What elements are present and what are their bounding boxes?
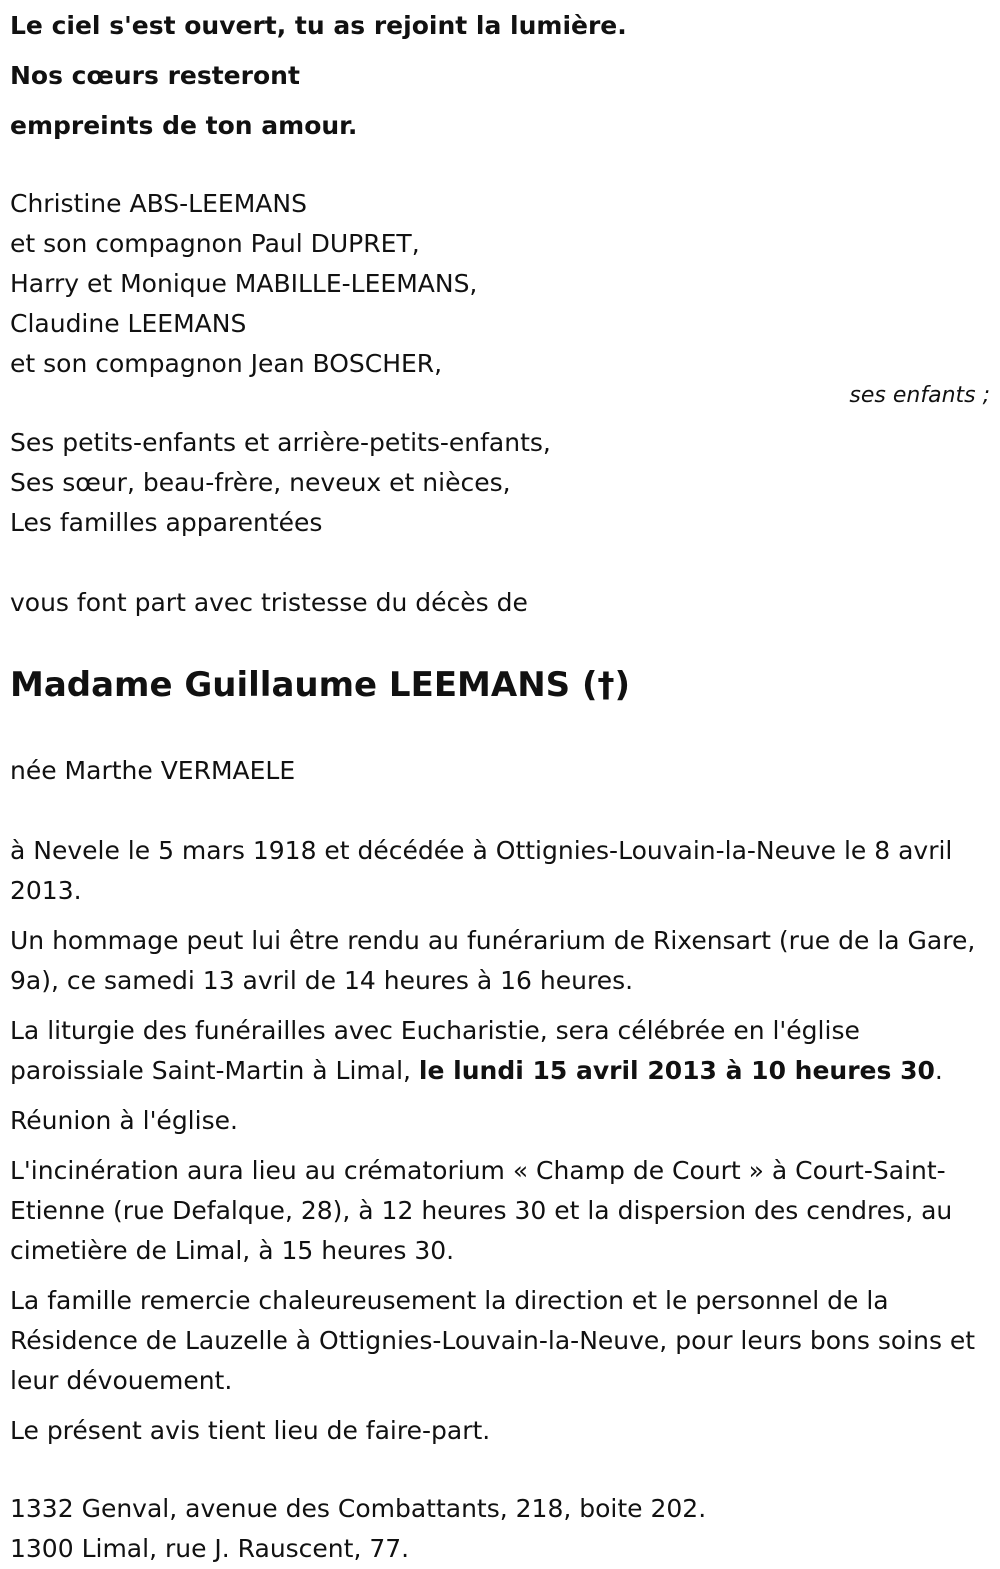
relatives-list <box>10 423 990 543</box>
relatives-line: Les familles apparentées <box>10 508 323 537</box>
birth-name: née Marthe VERMAELE <box>10 756 296 785</box>
verse-line-3: empreints de ton amour. <box>10 111 358 140</box>
address-line: 1300 Limal, rue J. Rauscent, 77. <box>10 1534 410 1563</box>
opening-verse <box>10 0 990 151</box>
child-line: Christine ABS-LEEMANS <box>10 189 307 218</box>
announcement-text: vous font part avec tristesse du décès de <box>10 588 528 617</box>
addresses <box>10 1489 990 1569</box>
liturgy-datetime: le lundi 15 avril 2013 à 10 heures 30 <box>418 1056 935 1085</box>
notice-paragraph: Le présent avis tient lieu de faire-part. <box>10 1416 491 1445</box>
thanks-paragraph: La famille remercie chaleureusement la direction et le personnel de la Résidence de Lauzelle à Ottignies-Louvain-la-Neuve, pour leurs bons soins et leur dévouement. <box>10 1286 976 1395</box>
child-line: et son compagnon Jean BOSCHER, <box>10 349 443 378</box>
child-line: et son compagnon Paul DUPRET, <box>10 229 420 258</box>
children-role-label: ses enfants ; <box>849 383 990 408</box>
cremation-paragraph: L'incinération aura lieu au crématorium « Champ de Court » à Court-Saint-Etienne (rue Defalque, 28), à 12 heures 30 et la dispersion des cendres, au cimetière de Limal, à 15 heures 30. <box>10 1156 953 1265</box>
liturgy-end: . <box>934 1056 943 1085</box>
relatives-line: Ses petits-enfants et arrière-petits-enfants, <box>10 428 551 457</box>
relatives-line: Ses sœur, beau-frère, neveux et nièces, <box>10 468 511 497</box>
child-line: Claudine LEEMANS <box>10 309 247 338</box>
verse-line-2: Nos cœurs resteront <box>10 61 300 90</box>
children-list <box>10 184 990 408</box>
verse-line-1: Le ciel s'est ouvert, tu as rejoint la lumière. <box>10 11 627 40</box>
liturgy-text: La liturgie des funérailles avec Eucharistie, sera célébrée en l'église paroissiale Saint-Martin à Limal, <box>10 1016 860 1085</box>
birth-death-paragraph: à Nevele le 5 mars 1918 et décédée à Ottignies-Louvain-la-Neuve le 8 avril 2013. <box>10 836 953 905</box>
child-line: Harry et Monique MABILLE-LEEMANS, <box>10 269 478 298</box>
tribute-paragraph: Un hommage peut lui être rendu au funérarium de Rixensart (rue de la Gare, 9a), ce samedi 13 avril de 14 heures à 16 heures. <box>10 926 976 995</box>
address-line: 1332 Genval, avenue des Combattants, 218, boite 202. <box>10 1494 707 1523</box>
deceased-name-heading: Madame Guillaume LEEMANS (†) <box>10 665 631 705</box>
meeting-paragraph: Réunion à l'église. <box>10 1106 238 1135</box>
liturgy-paragraph <box>10 1011 990 1091</box>
